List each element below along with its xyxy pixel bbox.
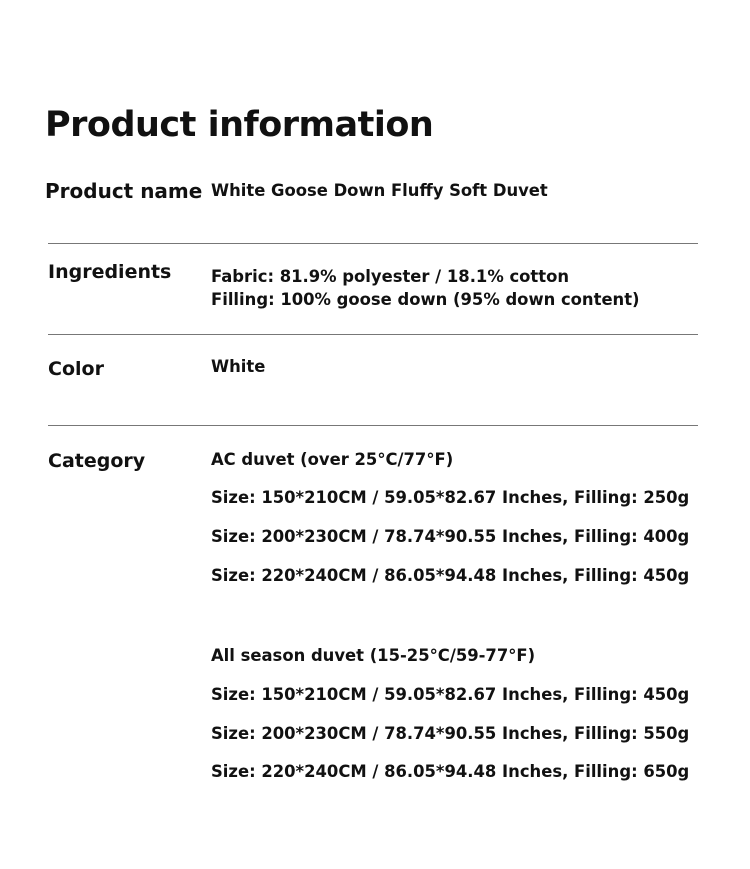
category-group-heading: AC duvet (over 25°C/77°F)	[211, 450, 454, 469]
product-name-value: White Goose Down Fluffy Soft Duvet	[211, 181, 548, 200]
ingredients-filling: Filling: 100% goose down (95% down content)	[211, 290, 640, 309]
divider	[48, 425, 698, 426]
ingredients-label: Ingredients	[48, 261, 172, 283]
size-option: Size: 220*240CM / 86.05*94.48 Inches, Filling: 650g	[211, 762, 690, 781]
size-option: Size: 200*230CM / 78.74*90.55 Inches, Filling: 400g	[211, 527, 690, 546]
ingredients-fabric: Fabric: 81.9% polyester / 18.1% cotton	[211, 267, 570, 286]
size-option: Size: 200*230CM / 78.74*90.55 Inches, Filling: 550g	[211, 724, 690, 743]
category-group-heading: All season duvet (15-25°C/59-77°F)	[211, 646, 536, 665]
color-value: White	[211, 357, 266, 376]
size-option: Size: 150*210CM / 59.05*82.67 Inches, Filling: 450g	[211, 685, 690, 704]
category-label: Category	[48, 450, 146, 472]
color-label: Color	[48, 358, 104, 380]
size-option: Size: 150*210CM / 59.05*82.67 Inches, Filling: 250g	[211, 488, 690, 507]
size-option: Size: 220*240CM / 86.05*94.48 Inches, Filling: 450g	[211, 566, 690, 585]
divider	[48, 334, 698, 335]
divider	[48, 243, 698, 244]
page-title: Product information	[45, 105, 434, 145]
product-name-label: Product name	[45, 179, 203, 203]
